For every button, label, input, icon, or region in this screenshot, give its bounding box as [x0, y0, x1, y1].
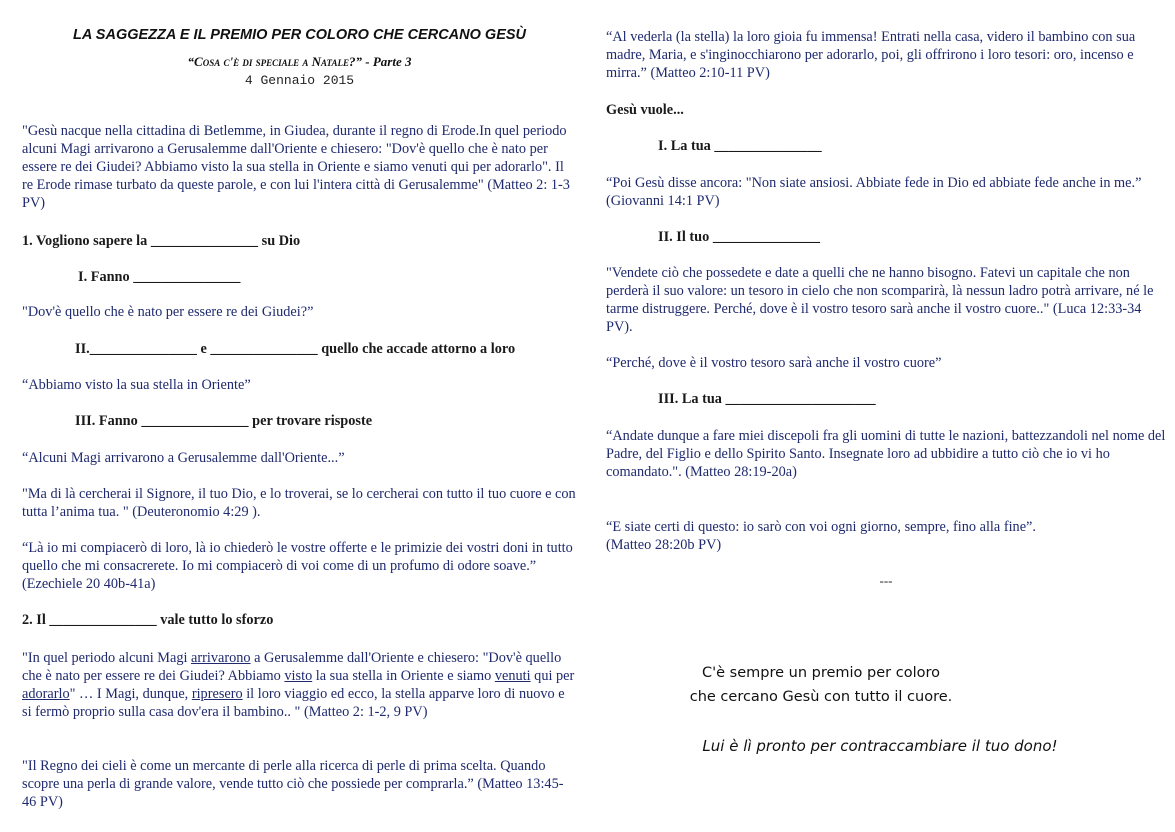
- wants-1: I. La tua _______________: [658, 138, 822, 154]
- quote-11: “Perché, dove è il vostro tesoro sarà anche il vostro cuore”: [606, 355, 942, 371]
- quote-1: "Dov'è quello che è nato per essere re dei Giudei?”: [22, 304, 314, 320]
- quote-2: “Abbiamo visto la sua stella in Oriente”: [22, 377, 251, 393]
- quote-6-underline-4: adorarlo: [22, 686, 70, 702]
- intro-paragraph: "Gesù nacque nella cittadina di Betlemme, in Giudea, durante il regno di Erode.In quel periodo alcuni Magi arrivarono a Gerusalemme dall'Oriente e chiesero: "Dov'è quello che è nato per essere re dei Giudei? Abbiamo visto la sua stella in Oriente e siamo venuti qui per adorarlo". Il re Erode rimase turbato da queste parole, e con lui l'intera città di Gerusalemme" (Matteo 2: 1-3 PV): [22, 123, 570, 211]
- point-1-sub-3: III. Fanno _______________ per trovare risposte: [75, 413, 373, 429]
- closing-line-2: che cercano Gesù con tutto il cuore.: [689, 689, 953, 705]
- quote-10: "Vendete ciò che possedete e date a quelli che ne hanno bisogno. Fatevi un capitale che non perderà il suo valore: un tesoro in cielo che non scomparirà, là nessun ladro potrà arrivare, né le tarme distruggere. Perché, dove è il vostro tesoro sarà anche il vostro cuore.." (Luca 12:33-34 PV).: [606, 265, 1154, 335]
- quote-6-text-e: " … I Magi, dunque,: [69, 686, 192, 702]
- wants-2: II. Il tuo _______________: [658, 229, 821, 245]
- page-title: LA SAGGEZZA E IL PREMIO PER COLORO CHE CERCANO GESÙ: [72, 27, 527, 43]
- quote-6-text-c: la sua stella in Oriente e siamo: [312, 668, 495, 684]
- closing-line-3: Lui è lì pronto per contraccambiare il tuo dono!: [702, 737, 1058, 755]
- point-1-sub-1: I. Fanno _______________: [78, 269, 241, 285]
- quote-6-underline-2: visto: [284, 668, 313, 684]
- jesus-wants-heading: Gesù vuole...: [606, 102, 684, 118]
- quote-7: "Il Regno dei cieli è come un mercante di perle alla ricerca di perle di prima scelta. Quando scopre una perla di grande valore, vende tutto ciò che possiede per comprarla.” (Matteo 13:45-46 PV): [22, 758, 564, 810]
- point-1-heading: 1. Vogliono sapere la _______________ su Dio: [22, 233, 301, 249]
- quote-6-text-d: qui per: [530, 668, 575, 684]
- quote-6: [22, 649, 577, 721]
- quote-6-underline-5: ripresero: [191, 686, 243, 702]
- subtitle-quote: “Cosa c'è di speciale a Natale?”: [187, 54, 362, 69]
- quote-13-ref: (Matteo 28:20b PV): [606, 537, 722, 553]
- quote-9: “Poi Gesù disse ancora: "Non siate ansiosi. Abbiate fede in Dio ed abbiate fede anche in me.” (Giovanni 14:1 PV): [606, 175, 1142, 209]
- quote-8: “Al vederla (la stella) la loro gioia fu immensa! Entrati nella casa, videro il bambino con sua madre, Maria, e s'inginocchiarono per adorarlo, poi, gli offrirono i loro tesori: oro, incenso e mirra.” (Matteo 2:10-11 PV): [606, 29, 1136, 81]
- quote-6-underline-1: arrivarono: [191, 650, 251, 666]
- quote-12: “Andate dunque a fare miei discepoli fra gli uomini di tutte le nazioni, battezzandoli nel nome del Padre, del Figlio e dello Spirito Santo. Insegnate loro ad ubbidire a tutto ciò che io vi ho comandato.". (Matteo 28:19-20a): [606, 428, 1166, 480]
- point-2-heading: 2. Il _______________ vale tutto lo sforzo: [22, 612, 274, 628]
- quote-4: "Ma di là cercherai il Signore, il tuo Dio, e lo troverai, se lo cercherai con tutto il tuo cuore e con tutta l’anima tua. " (Deuteronomio 4:29 ).: [22, 486, 576, 520]
- wants-3: III. La tua _____________________: [658, 391, 876, 407]
- quote-6-text-a: "In quel periodo alcuni Magi: [22, 650, 192, 666]
- quote-6-underline-3: venuti: [494, 668, 531, 684]
- quote-3: “Alcuni Magi arrivarono a Gerusalemme dall'Oriente...”: [22, 450, 345, 466]
- point-1-sub-2: II._______________ e _______________ quello che accade attorno a loro: [75, 341, 516, 357]
- quote-6-text-b: a Gerusalemme dall'Oriente e chiesero: "Dov'è quello che è nato per essere re dei Giudei? Abbiamo: [22, 650, 562, 684]
- page-subtitle: [22, 54, 577, 70]
- separator: ---: [879, 573, 893, 588]
- quote-13: “E siate certi di questo: io sarò con voi ogni giorno, sempre, fino alla fine”.: [606, 519, 1036, 535]
- page-date: 4 Gennaio 2015: [244, 73, 355, 88]
- closing-line-1: C'è sempre un premio per coloro: [702, 665, 940, 681]
- subtitle-part: - Parte 3: [362, 54, 412, 69]
- quote-6-text-f: il loro viaggio ed ecco, la stella apparve loro di nuovo e si fermò proprio sulla casa dov'era il bambino.. " (Matteo 2: 1-2, 9 PV): [22, 686, 565, 720]
- quote-5: “Là io mi compiacerò di loro, là io chiederò le vostre offerte e le primizie dei vostri doni in tutto quello che mi consacrerete. Io mi compiacerò di voi come di un profumo di odore soave.” (Ezechiele 20 40b-41a): [22, 540, 573, 592]
